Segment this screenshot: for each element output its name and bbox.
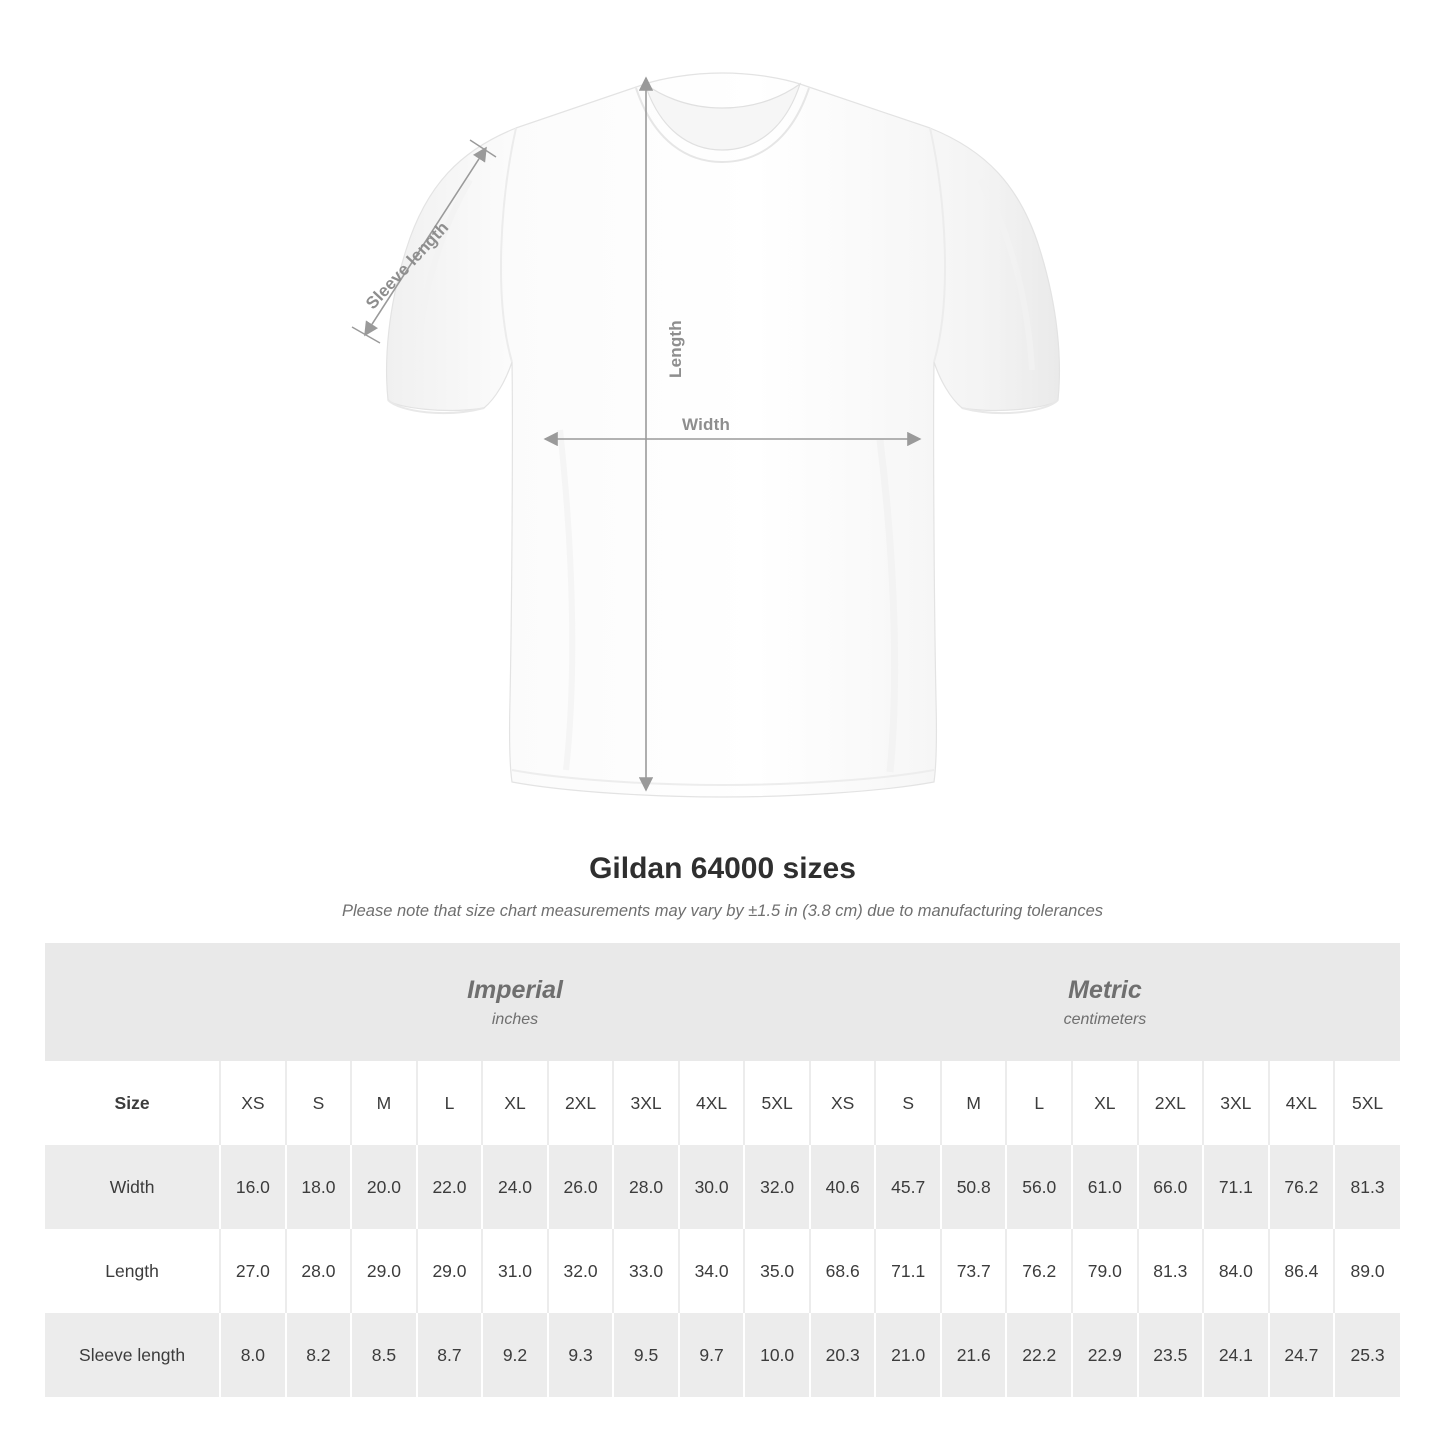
- cell-width-s-in: 18.0: [286, 1145, 352, 1229]
- size-col-5xl-metric: 5XL: [1334, 1061, 1400, 1145]
- cell-length-2xl-in: 32.0: [548, 1229, 614, 1313]
- cell-length-xl-in: 31.0: [482, 1229, 548, 1313]
- cell-width-2xl-cm: 66.0: [1138, 1145, 1204, 1229]
- cell-length-5xl-in: 35.0: [744, 1229, 810, 1313]
- cell-sleeve-4xl-cm: 24.7: [1269, 1313, 1335, 1397]
- cell-sleeve-2xl-in: 9.3: [548, 1313, 614, 1397]
- table-row: [45, 1229, 1400, 1313]
- cell-sleeve-m-cm: 21.6: [941, 1313, 1007, 1397]
- cell-length-3xl-cm: 84.0: [1203, 1229, 1269, 1313]
- table-row: [45, 1313, 1400, 1397]
- size-col-s-imperial: S: [286, 1061, 352, 1145]
- cell-width-2xl-in: 26.0: [548, 1145, 614, 1229]
- imperial-unit-label: inches: [491, 1010, 539, 1028]
- size-col-3xl-metric: 3XL: [1203, 1061, 1269, 1145]
- cell-width-xs-in: 16.0: [220, 1145, 286, 1229]
- cell-width-4xl-in: 30.0: [679, 1145, 745, 1229]
- cell-length-xs-in: 27.0: [220, 1229, 286, 1313]
- unit-header-spacer: [45, 943, 220, 1061]
- size-col-l-metric: L: [1006, 1061, 1072, 1145]
- cell-length-s-in: 28.0: [286, 1229, 352, 1313]
- cell-sleeve-5xl-in: 10.0: [744, 1313, 810, 1397]
- cell-sleeve-xs-in: 8.0: [220, 1313, 286, 1397]
- cell-sleeve-2xl-cm: 23.5: [1138, 1313, 1204, 1397]
- cell-width-4xl-cm: 76.2: [1269, 1145, 1335, 1229]
- cell-width-m-in: 20.0: [351, 1145, 417, 1229]
- cell-sleeve-3xl-cm: 24.1: [1203, 1313, 1269, 1397]
- cell-length-4xl-cm: 86.4: [1269, 1229, 1335, 1313]
- imperial-system-label: Imperial: [467, 976, 563, 1005]
- cell-sleeve-xl-in: 9.2: [482, 1313, 548, 1397]
- cell-width-s-cm: 45.7: [875, 1145, 941, 1229]
- cell-length-4xl-in: 34.0: [679, 1229, 745, 1313]
- unit-header-row: [45, 943, 1400, 1061]
- cell-sleeve-s-in: 8.2: [286, 1313, 352, 1397]
- size-row-label: Size: [114, 1092, 150, 1113]
- cell-sleeve-l-cm: 22.2: [1006, 1313, 1072, 1397]
- size-header-row: [45, 1061, 1400, 1145]
- size-col-4xl-metric: 4XL: [1269, 1061, 1335, 1145]
- size-table-wrap: [45, 943, 1400, 1397]
- shirt-shape: [387, 73, 1060, 797]
- imperial-header: [220, 943, 810, 1061]
- size-col-xl-metric: XL: [1072, 1061, 1138, 1145]
- cell-length-xs-cm: 68.6: [810, 1229, 876, 1313]
- cell-width-xl-cm: 61.0: [1072, 1145, 1138, 1229]
- cell-width-xs-cm: 40.6: [810, 1145, 876, 1229]
- cell-length-l-in: 29.0: [417, 1229, 483, 1313]
- size-col-xl-imperial: XL: [482, 1061, 548, 1145]
- metric-header: [810, 943, 1400, 1061]
- size-col-s-metric: S: [875, 1061, 941, 1145]
- size-col-2xl-imperial: 2XL: [548, 1061, 614, 1145]
- metric-unit-label: centimeters: [1063, 1010, 1147, 1028]
- cell-width-3xl-cm: 71.1: [1203, 1145, 1269, 1229]
- length-label: Length: [666, 320, 685, 378]
- size-col-l-imperial: L: [417, 1061, 483, 1145]
- title-block: [0, 852, 1445, 921]
- cell-width-m-cm: 50.8: [941, 1145, 1007, 1229]
- row-label-width: Width: [109, 1176, 155, 1197]
- cell-width-5xl-in: 32.0: [744, 1145, 810, 1229]
- cell-sleeve-4xl-in: 9.7: [679, 1313, 745, 1397]
- cell-length-m-in: 29.0: [351, 1229, 417, 1313]
- cell-length-3xl-in: 33.0: [613, 1229, 679, 1313]
- row-label-length: Length: [105, 1260, 159, 1281]
- size-col-xs-metric: XS: [810, 1061, 876, 1145]
- cell-sleeve-m-in: 8.5: [351, 1313, 417, 1397]
- size-col-2xl-metric: 2XL: [1138, 1061, 1204, 1145]
- size-col-m-imperial: M: [351, 1061, 417, 1145]
- cell-length-m-cm: 73.7: [941, 1229, 1007, 1313]
- row-label-sleeve-length: Sleeve length: [79, 1344, 186, 1365]
- size-col-5xl-imperial: 5XL: [744, 1061, 810, 1145]
- cell-sleeve-xl-cm: 22.9: [1072, 1313, 1138, 1397]
- cell-sleeve-3xl-in: 9.5: [613, 1313, 679, 1397]
- cell-width-5xl-cm: 81.3: [1334, 1145, 1400, 1229]
- cell-length-5xl-cm: 89.0: [1334, 1229, 1400, 1313]
- cell-sleeve-5xl-cm: 25.3: [1334, 1313, 1400, 1397]
- table-row: [45, 1145, 1400, 1229]
- cell-sleeve-xs-cm: 20.3: [810, 1313, 876, 1397]
- page-title: Gildan 64000 sizes: [589, 852, 856, 885]
- cell-length-2xl-cm: 81.3: [1138, 1229, 1204, 1313]
- metric-system-label: Metric: [1068, 976, 1142, 1005]
- cell-length-xl-cm: 79.0: [1072, 1229, 1138, 1313]
- size-col-m-metric: M: [941, 1061, 1007, 1145]
- cell-width-3xl-in: 28.0: [613, 1145, 679, 1229]
- width-label: Width: [682, 415, 731, 434]
- sleeve-length-label: Sleeve length: [362, 217, 453, 313]
- tolerance-note: Please note that size chart measurements may vary by ±1.5 in (3.8 cm) due to manufacturing tolerances: [341, 902, 1104, 920]
- cell-sleeve-s-cm: 21.0: [875, 1313, 941, 1397]
- size-table: [45, 943, 1400, 1397]
- size-col-3xl-imperial: 3XL: [613, 1061, 679, 1145]
- cell-width-l-in: 22.0: [417, 1145, 483, 1229]
- cell-width-xl-in: 24.0: [482, 1145, 548, 1229]
- cell-width-l-cm: 56.0: [1006, 1145, 1072, 1229]
- cell-sleeve-l-in: 8.7: [417, 1313, 483, 1397]
- cell-length-s-cm: 71.1: [875, 1229, 941, 1313]
- cell-length-l-cm: 76.2: [1006, 1229, 1072, 1313]
- size-col-xs-imperial: XS: [220, 1061, 286, 1145]
- size-col-4xl-imperial: 4XL: [679, 1061, 745, 1145]
